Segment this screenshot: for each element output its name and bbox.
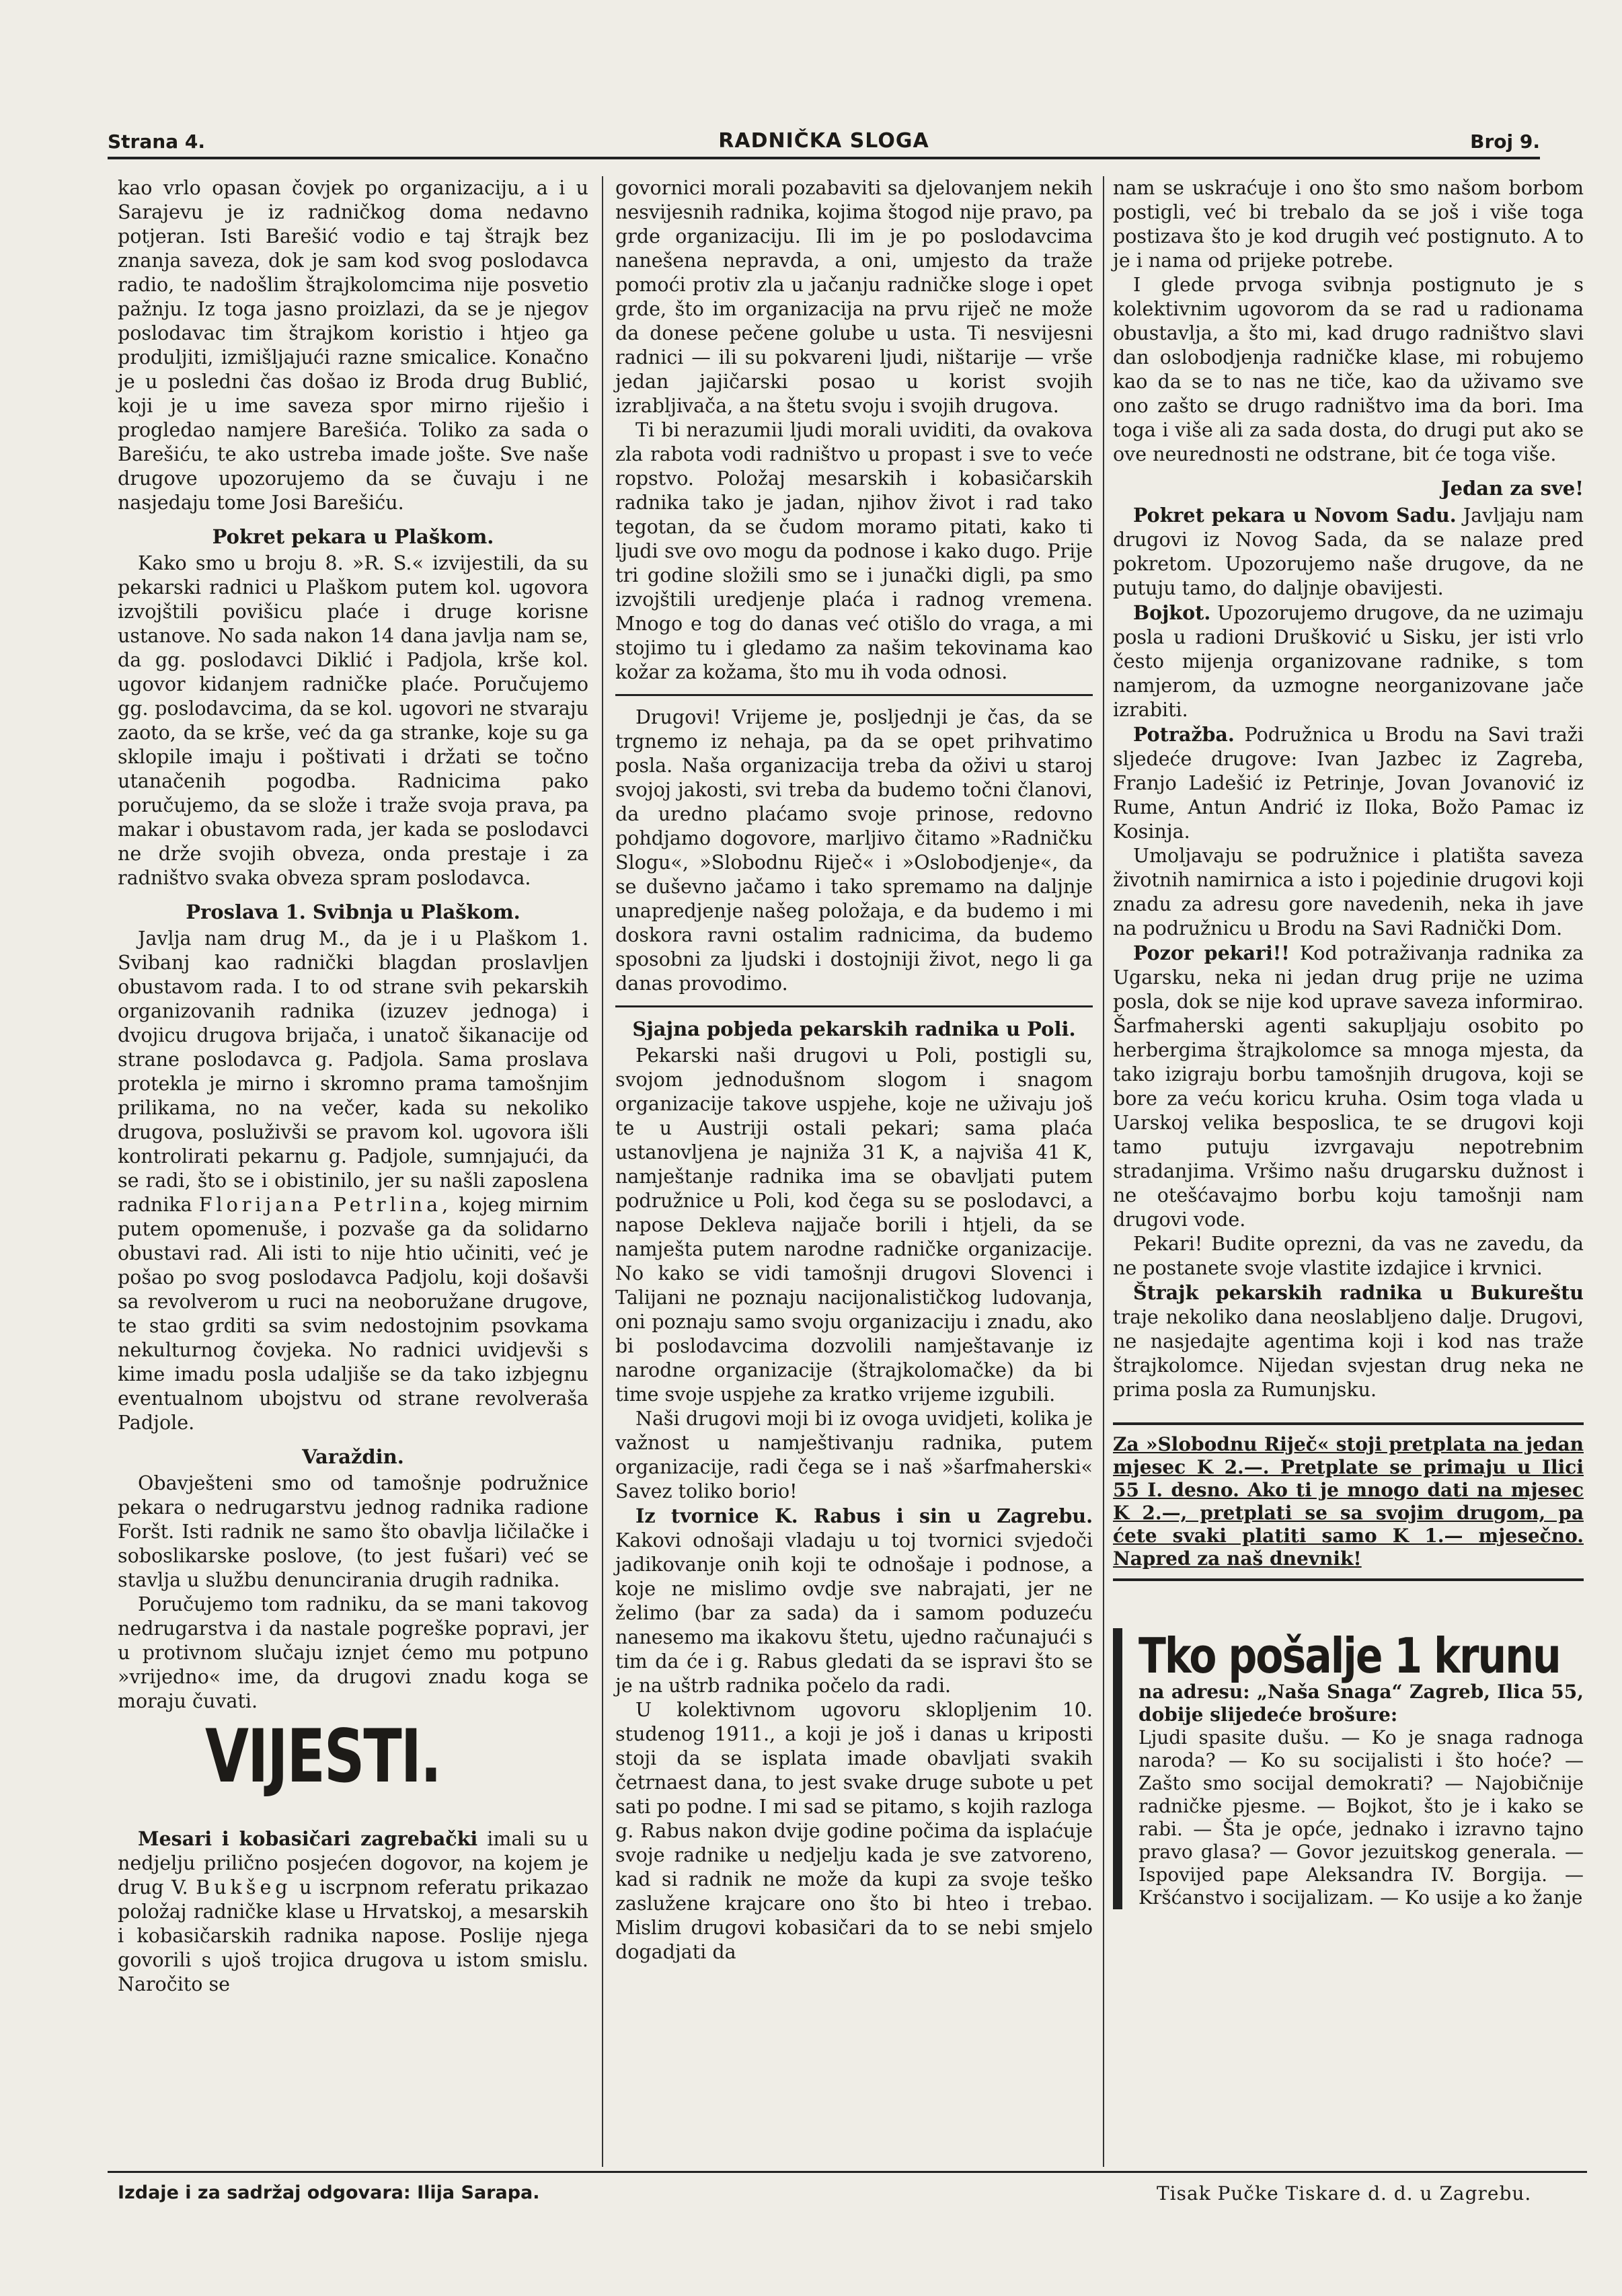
column-divider bbox=[1103, 176, 1104, 2167]
article-paragraph: govornici morali pozabaviti sa djelovanjem nekih nesvijesnih radnika, kojima štogod nije pravo, pa grde organizaciju. Ili im je po poslodavcima nanešena nepravda, a oni, umjesto da traže pomoći protiv zla u jačanju radničke sloge i opet grde, što im organizacija na prvu riječ ne može da donese pečene golube u usta. Ti nesvijesni radnici — ili su pokvareni ljudi, ništarije — vrše jedan jajičarski posao u korist svojih izrabljivača, a na štetu svoju i svojih drugova. bbox=[615, 177, 1093, 417]
column-divider bbox=[602, 176, 603, 2167]
divider bbox=[615, 1005, 1093, 1007]
text-run: kojeg mirnim putem opomenuše, i pozvaše ga da solidarno obustavi rad. Ali isti to nije htio učiniti, već je pošao po svog poslodavca Padjolu, koji došavši sa revolverom u ruci na neoboružane drugove, te stao grditi sa svim nedostojnim psovkama nekulturnog čovjeka. No radnici uvidjevši s kime imadu posla udaljiše se da tako izbjegnu eventualnom ubojstvu od strane revolveraša Padjole. bbox=[118, 1194, 589, 1434]
page-header bbox=[108, 118, 1540, 159]
page-number: Strana 4. bbox=[108, 130, 205, 153]
text-run: Upozorujemo drugove, da ne uzimaju posla u radioni Drušković u Sisku, jer isti vrlo često mijenja organizovane radnike, s tom namjerom, da uzmogne neorganizovane jače izrabiti. bbox=[1113, 602, 1584, 721]
printer-line: Tisak Pučke Tiskare d. d. u Zagrebu. bbox=[1157, 2182, 1532, 2205]
article-paragraph: Ti bi nerazumii ljudi morali uviditi, da ovakova zla rabota vodi radništvo u propast i sve to veće ropstvo. Položaj mesarskih i kobasičarskih radnika tako je jadan, njihov život i rad tako tegotan, da se čudom moramo pitati, kako ti ljudi sve ovo mogu da podnose i kako dugo. Prije tri godine složili smo se i junački digli, pa smo izvojštili uredjenje plaća i radnog vremena. Mnogo e tog do danas već otišlo do vraga, a mi stojimo tu i gledamo za našim tekovinama kao kožar za kožama, što mu ih voda odnosi. bbox=[615, 419, 1093, 683]
column-2 bbox=[615, 176, 1093, 1964]
publisher-line: Izdaje i za sadržaj odgovara: Ilija Sarapa. bbox=[118, 2182, 540, 2203]
article-paragraph bbox=[1113, 722, 1584, 844]
text-run: Kakovi odnošaji vladaju u toj tvornici svjedoči jadikovanje onih koji te odnošaje i podnose, a koje ne mislimo ovdje sve nabrajati, jer ne želimo (bar za sada) da i samom poduzeću nanesemo ma ikakovu štetu, ujedno računajući s tim da će i g. Rabus gledati da se ispravi što se je na uštrb radnika počelo da radi. bbox=[615, 1529, 1093, 1697]
text-run: u iscrpnom referatu prikazao položaj radničke klase u Hrvatskoj, a mesarskih i kobasičarskih radnika napose. Poslije njega govorili s ujoš trojica drugova u istom smislu. Naročito se bbox=[118, 1876, 588, 1995]
run-in-heading: Mesari i kobasičari zagrebački bbox=[138, 1827, 478, 1850]
article-paragraph: Obavješteni smo od tamošnje podružnice pekara o nedrugarstvu jednog radnika radione Foršt. Isti radnik ne samo što obavlja ličilačke i soboslikarske poslove, (to jest fušari) već se stavlja u službu denuncirania drugih radnika. bbox=[118, 1472, 588, 1591]
article-paragraph: Umoljavaju se podružnice i platišta saveza životnih namirnica a isto i pojedinie drugovi koji znadu za adresu gore navedenih, neka ih jave na podružnicu u Brodu na Savi Radnički Dom. bbox=[1113, 845, 1584, 940]
article-paragraph bbox=[1113, 1280, 1584, 1402]
text-run: traje nekoliko dana neoslabljeno dalje. Drugovi, ne nasjedajte agentima koji i kod nas traže štrajkolomce. Nijedan svjestan drug neka ne prima posla za Rumunjsku. bbox=[1113, 1306, 1584, 1401]
subscription-notice: Za »Slobodnu Riječ« stoji pretplata na jedan mjesec K 2.—. Pretplate se primaju u Ilici 55 I. desno. Ako ti je mnogo dati na mjesec K 2.—, pretplati se sa svojim drugom, pa ćete svaki platiti samo K 1.— mjesečno. Napred za naš dnevnik! bbox=[1113, 1422, 1584, 1581]
text-run: Podružnica u Brodu na Savi traži sljedeće drugove: Ivan Jazbec iz Zagreba, Franjo Ladešić iz Petrinje, Jovan Jovanović iz Rume, Antun Andrić iz Iloka, Božo Pamac iz Kosinja. bbox=[1113, 724, 1584, 843]
article-heading: Varaždin. bbox=[302, 1445, 404, 1468]
article-paragraph: Kako smo u broju 8. »R. S.« izvijestili, da su pekarski radnici u Plaškom putem kol. ugovora izvojštili povišicu plaće i druge korisne ustanove. No sada nakon 14 dana javlja nam se, da gg. poslodavci Diklić i Padjola, krše kol. ugovor kidanjem radničke plaće. Poručujemo gg. poslodavcima, da se kol. ugovori ne stvaraju zaoto, da se krše, već da ga stranke, koje su ga sklopile imaju i poštivati i držati se točno utanačenih pogodba. Radnicima pako poručujemo, da se slože i traže svoja prava, pa makar i obustavom rada, jer kada se poslodavci ne drže svojih obveza, onda prestaje i za radništvo svaka obveza spram poslodavca. bbox=[118, 552, 588, 889]
column-3 bbox=[1113, 176, 1584, 1909]
spaced-name: Florijana Petrlina, bbox=[198, 1194, 453, 1216]
article-paragraph: kao vrlo opasan čovjek po organizaciju, a i u Sarajevu je iz radničkog doma nedavno potjeran. Isti Barešić vodio e taj štrajk bez znanja saveza, dok je sam kod svog poslodavca radio, te nadošlim štrajkolomcima nije posvetio pažnju. Iz toga jasno proizlazi, da se je njegov poslodavac tim štrajkom koristio i htjeo ga produljiti, izmišljajući razne smicalice. Konačno je u posledni čas došao iz Broda drug Bublić, koji je u ime saveza spor mirno riješio i progledao namjere Barešića. Toliko za sada o Barešiću, te ako ustreba imade jošte. Sve naše drugove upozorujemo da se čuvaju i ne nasjedaju tome Josi Barešiću. bbox=[118, 177, 588, 514]
ad-address: na adresu: „Naša Snaga“ Zagreb, Ilica 55, dobije slijedeće brošure: bbox=[1138, 1681, 1584, 1726]
article-paragraph: Pekarski naši drugovi u Poli, postigli su, svojom jednodušnom slogom i snagom organizacije takove uspjehe, koje ne uživaju još te u Austriji ostali pekari; sama plaća ustanovljena je najniža 31 K, a najviša 41 K, namještanje radnika ima se obavljati putem podružnice u Poli, kod čega su se poslodavci, a napose Dekleva najjače borili i htjeli, da se namješta putem narodne radničke organizacije. No kako se vidi tamošnji drugovi Slovenci i Talijani ne poznaju nacijonalističkog ludovanja, oni poznaju samo svoju organizaciju i znadu, ako bi poslodavcima dozvolili namještavanje iz narodne organizacije (štrajkolomačke) da bi time svoje uspjehe za kratko vrijeme izgubili. bbox=[615, 1044, 1093, 1406]
run-in-heading: Bojkot. bbox=[1133, 601, 1211, 624]
text-run: Javljaju nam drugovi iz Novog Sada, da se nalaze pred pokretom. Upozorujemo naše drugove, da ne putuju tamo, do daljnje obavijesti. bbox=[1113, 504, 1584, 599]
spaced-name: Bukšeg bbox=[196, 1876, 292, 1899]
article-paragraph: Poručujemo tom radniku, da se mani takovog nedrugarstva i da nastale pogreške popravi, jer u protivnom slučaju iznjet ćemo mu potpuno »vrijedno« ime, da drugovi znadu koga se moraju čuvati. bbox=[118, 1593, 588, 1712]
article-paragraph: Drugovi! Vrijeme je, posljednji je čas, da se trgnemo iz nehaja, pa da se opet prihvatimo posla. Naša organizacija treba da oživi u starој svojoj jakosti, svi treba da budemo točni članovi, da uredno plaćamo svoje prinose, redovno pohdjamo dogovore, marljivo čitamo »Radničku Slogu«, »Slobodnu Riječ« i »Oslobodjenje«, da se duševno jačamo i tako spremamo na daljnje unapredjenje našeg položaja, e da budemo i mi doskora ravni ostalim radnicima, da budemo sposobni za ljudski i dostojniji život, nego li ga danas provodimo. bbox=[615, 706, 1093, 995]
text-run: Javlja nam drug M., da je i u Plaškom 1. Svibanj kao radnički blagdan proslavljen obustavom rada. I to od strane svih pekarskih organizovanih radnika (izuzev jednoga) i dvojicu drugova brijača, i unatoč šikanacije od strane poslodavca g. Padjola. Sama proslava protekla je mirno i skromno prama tamošnjim prilikama, no na večer, kada su nekoliko drugova, posluživši se pravom kol. ugovora išli kontrolirati pekarnu g. Padjole, sumnjajući, da se radi, što se i obistinilo, jer su našli zaposlena radnika bbox=[118, 927, 588, 1216]
article-paragraph bbox=[1113, 503, 1584, 601]
article-heading: Pokret pekara u Plaškom. bbox=[212, 525, 494, 548]
issue-number: Broj 9. bbox=[1470, 130, 1540, 153]
text-run: imali su u nedjelju prilično posjećen dogovor, na kojem je drug V. bbox=[118, 1828, 588, 1899]
column-1 bbox=[118, 176, 588, 1997]
run-in-heading: Štrajk pekarskih radnika u Bukureštu bbox=[1133, 1281, 1584, 1304]
ad-brochure-list: Ljudi spasite dušu. — Ko je snaga radnoga naroda? — Ko su socijalisti i što hoće? — Zašto smo socijal demokrati? — Najobičnije radničke pjesme. — Bojkot, što je i kako se rabi. — Šta je opće, jednako i izravno tajno pravo glasa? — Govor jezuitskog generala. — Ispovijed pape Aleksandra IV. Borgija. — Kršćanstvo i socijalizam. — Ko usije a ko žanje bbox=[1138, 1726, 1584, 1909]
article-paragraph bbox=[1113, 941, 1584, 1232]
signature: Jedan za sve! bbox=[1440, 477, 1584, 500]
advertisement-box bbox=[1113, 1628, 1584, 1909]
article-paragraph: I glede prvoga svibnja postignuto je s kolektivnim ugovorom da se rad u radionama obustavlja, a što mi, kad drugo radništvo slavi dan oslobodjenja radničke klase, mi robujemo kao da se to nas ne tiče, kao da uživamo sve ono zašto se drugo radništvo ima da bori. Ima toga i više ali za sada dosta, do drugi put ako se ove neurednosti ne odstrane, bit će toga više. bbox=[1113, 274, 1584, 465]
article-paragraph bbox=[615, 1504, 1093, 1698]
article-heading: Sjajna pobjeda pekarskih radnika u Poli. bbox=[632, 1018, 1076, 1040]
ad-headline: Tko pošalje 1 krunu bbox=[1138, 1628, 1560, 1685]
run-in-heading: Pokret pekara u Novom Sadu. bbox=[1133, 504, 1457, 527]
run-in-heading: Iz tvornice K. Rabus i sin u Zagrebu. bbox=[635, 1504, 1093, 1527]
masthead-title: RADNIČKA SLOGA bbox=[718, 129, 929, 153]
article-paragraph: U kolektivnom ugovoru sklopljenim 10. studenog 1911., a koji je još i danas u kriposti stoji da se isplata imade obavljati svakih četrnaest dana, to jest svake druge subote u pet sati po podne. I mi sad se pitamo, s kojih razloga g. Rabus nakon dvije godine počima da isplaćuje svoje radnike u nedjelju kada je sve zatvoreno, kad si radnik ne može da kupi za svoje teško zasluženе krajcare ono što bi hteo i trebao. Mislim drugovi kobasičari da to se nebi smjelo dogadjati da bbox=[615, 1699, 1093, 1963]
article-paragraph bbox=[118, 927, 588, 1435]
article-paragraph bbox=[1113, 601, 1584, 722]
article-paragraph: Pekari! Budite oprezni, da vas ne zavedu, da ne postanete svoje vlastite izdajice i krvnici. bbox=[1113, 1233, 1584, 1279]
article-paragraph: Naši drugovi moji bi iz ovoga uvidjeti, kolika je važnost u namještivanju radnika, putem organizacije, radi čega se i naš »šarfmaherski« Savez toliko borio! bbox=[615, 1408, 1093, 1502]
article-paragraph bbox=[118, 1827, 588, 1997]
run-in-heading: Potražba. bbox=[1133, 723, 1235, 746]
article-heading: Proslava 1. Svibnja u Plaškom. bbox=[186, 901, 520, 923]
divider bbox=[615, 694, 1093, 696]
article-paragraph: nam se uskraćuje i ono što smo našom borbom postigli, već bi trebalo da se još i više toga postizava što je kod drugih već postignuto. A to je i nama od prijeke potrebe. bbox=[1113, 177, 1584, 272]
footer-rule bbox=[108, 2171, 1587, 2173]
text-run: Kod potraživanja radnika za Ugarsku, neka ni jedan drug prije ne uzima posla, dok se nije kod uprave saveza informirao. Šarfmaherski agenti sakupljaju osobito po herbergima štrajkolomce sa mnoga mjesta, da tako izigraju borbu tamošnjih drugova, koji se bore za veću koricu kruha. Osim toga vlada u Uarskoj velika besposlica, te se drugovi koji tamo putuju izvrgavaju nepotrebnim stradanjima. Vršimo našu drugarsku dužnost i ne otešćavajmo borbu koju tamošnji nam drugovi vode. bbox=[1113, 942, 1584, 1231]
run-in-heading: Pozor pekari!! bbox=[1133, 942, 1290, 964]
section-title-vijesti: VIJESTI. bbox=[205, 1713, 440, 1800]
